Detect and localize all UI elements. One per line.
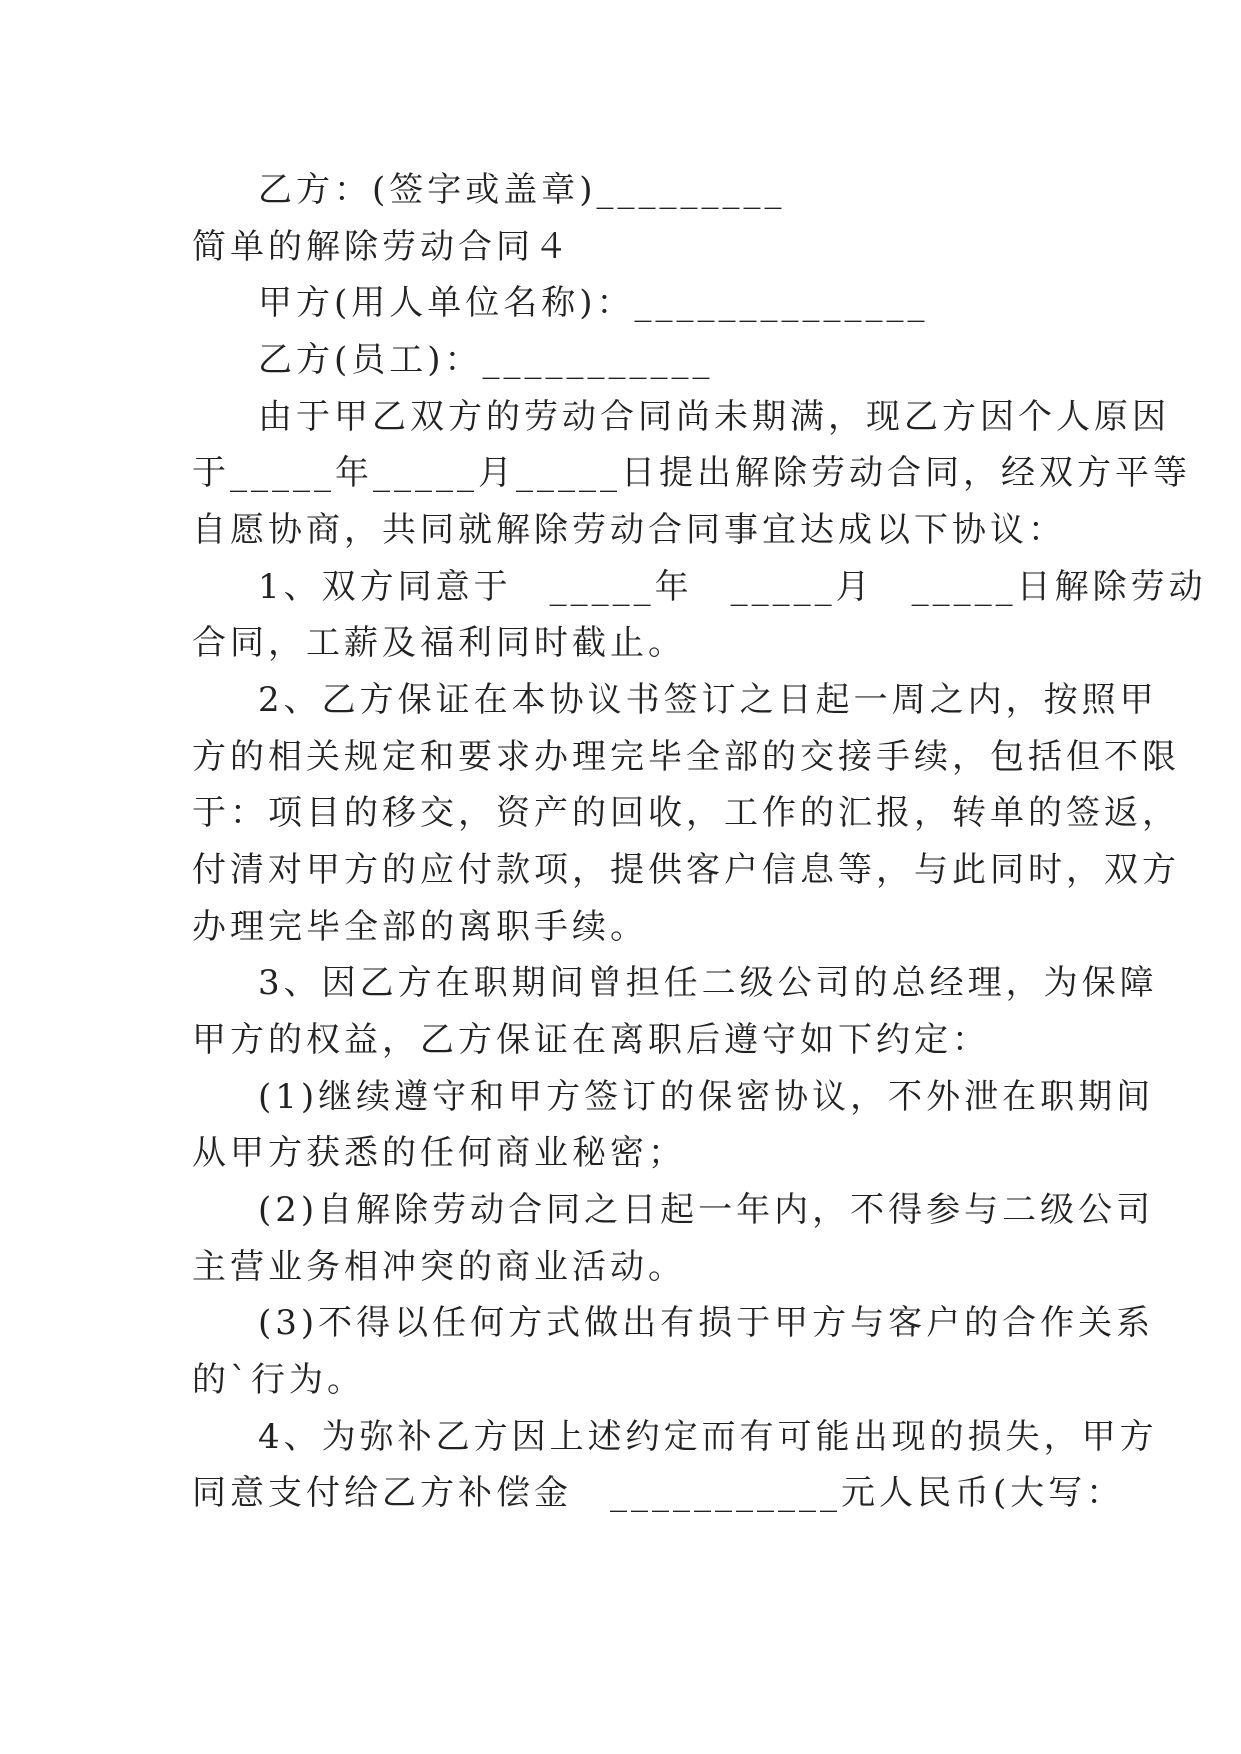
clause-4-line: 4、为弥补乙方因上述约定而有可能出现的损失，甲方 xyxy=(258,1417,1158,1457)
clause-2-line: 付清对甲方的应付款项，提供客户信息等，与此同时，双方 xyxy=(192,850,1180,890)
clause-2-line: 办理完毕全部的离职手续。 xyxy=(192,907,648,947)
paragraph-line: 由于甲乙双方的劳动合同尚未期满，现乙方因个人原因 xyxy=(258,397,1170,437)
clause-2-line: 方的相关规定和要求办理完毕全部的交接手续，包括但不限 xyxy=(192,737,1180,777)
party-b-field: 乙方(员工)：___________ xyxy=(258,340,714,380)
paragraph-line: 于_____年_____月_____日提出解除劳动合同，经双方平等 xyxy=(192,453,1191,493)
clause-2-line: 于：项目的移交，资产的回收，工作的汇报，转单的签返， xyxy=(192,793,1180,833)
party-a-field: 甲方(用人单位名称)：______________ xyxy=(258,283,929,323)
clause-3-item-3: (3)不得以任何方式做出有损于甲方与客户的合作关系 xyxy=(258,1303,1155,1343)
clause-3-item-2: (2)自解除劳动合同之日起一年内，不得参与二级公司 xyxy=(258,1190,1155,1230)
clause-3-line: 3、因乙方在职期间曾担任二级公司的总经理，为保障 xyxy=(258,963,1158,1003)
clause-1-line: 1、双方同意于 _____年 _____月 _____日解除劳动 xyxy=(258,567,1207,607)
clause-3-item-3: 的`行为。 xyxy=(192,1360,365,1400)
clause-4-line: 同意支付给乙方补偿金 ___________元人民币(大写： xyxy=(192,1473,1125,1513)
clause-3-line: 甲方的权益，乙方保证在离职后遵守如下约定： xyxy=(192,1020,990,1060)
clause-3-item-1: 从甲方获悉的任何商业秘密； xyxy=(192,1133,686,1173)
paragraph-line: 自愿协商，共同就解除劳动合同事宜达成以下协议： xyxy=(192,510,1066,550)
clause-1-line: 合同，工薪及福利同时截止。 xyxy=(192,623,686,663)
signature-line-party-b: 乙方：(签字或盖章)_________ xyxy=(258,170,786,210)
clause-3-item-1: (1)继续遵守和甲方签订的保密协议，不外泄在职期间 xyxy=(258,1077,1155,1117)
clause-2-line: 2、乙方保证在本协议书签订之日起一周之内，按照甲 xyxy=(258,680,1158,720)
section-title: 简单的解除劳动合同４ xyxy=(192,227,572,267)
clause-3-item-2: 主营业务相冲突的商业活动。 xyxy=(192,1247,686,1287)
